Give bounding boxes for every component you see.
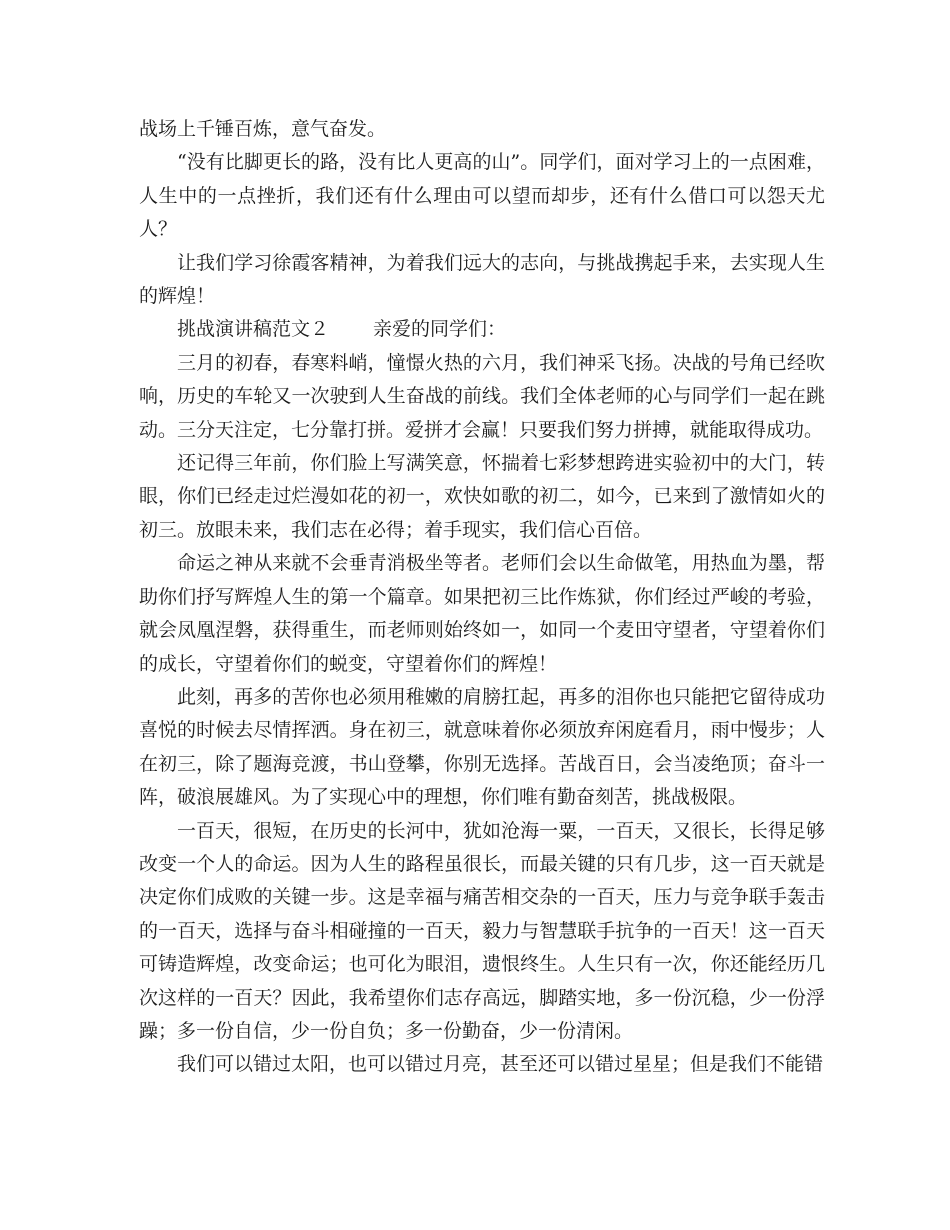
paragraph: 战场上千锤百炼，意气奋发。 <box>139 118 387 140</box>
paragraph: 我们可以错过太阳，也可以错过月亮，甚至还可以错过星星；但是我们不能错 <box>177 1053 824 1076</box>
paragraph: 三月的初春，春寒料峭，憧憬火热的六月，我们神采飞扬。决战的号角已经吹响，历史的车轮又一次驶到人生奋战的前线。我们全体老师的心与同学们一起在跳动。三分天注定，七分靠打拼。爱拼才会赢！只要我们努力拼搏，就能取得成功。 <box>139 351 825 441</box>
paragraph: “没有比脚更长的路，没有比人更高的山”。同学们，面对学习上的一点困难，人生中的一点挫折，我们还有什么理由可以望而却步，还有什么借口可以怨天尤人？ <box>139 151 825 241</box>
section-title: 挑战演讲稿范文２ <box>177 318 330 341</box>
paragraph: 还记得三年前，你们脸上写满笑意，怀揣着七彩梦想跨进实验初中的大门，转眼，你们已经走过烂漫如花的初一，欢快如歌的初二，如今，已来到了激情如火的初三。放眼未来，我们志在必得；着手现实，我们信心百倍。 <box>139 452 825 541</box>
document-body <box>139 113 825 1082</box>
section-heading-line <box>139 313 825 346</box>
paragraph: 让我们学习徐霞客精神，为着我们远大的志向，与挑战携起手来，去实现人生的辉煌！ <box>139 251 825 308</box>
paragraph: 一百天，很短，在历史的长河中，犹如沧海一粟，一百天，又很长，长得足够改变一个人的命运。因为人生的路程虽很长，而最关键的只有几步，这一百天就是决定你们成败的关键一步。这是幸福与痛苦相交杂的一百天，压力与竞争联手轰击的一百天，选择与奋斗相碰撞的一百天，毅力与智慧联手抗争的一百天！这一百天可铸造辉煌，改变命运；也可化为眼泪，遗恨终生。人生只有一次，你还能经历几次这样的一百天？因此，我希望你们志存高远，脚踏实地，多一份沉稳，少一份浮躁；多一份自信，少一份自负；多一份勤奋，少一份清闲。 <box>139 819 825 1042</box>
greeting: 亲爱的同学们： <box>373 318 507 341</box>
paragraph: 此刻，再多的苦你也必须用稚嫩的肩膀扛起，再多的泪你也只能把它留待成功喜悦的时候去尽情挥洒。身在初三，就意味着你必须放弃闲庭看月，雨中慢步；人在初三，除了题海竞渡，书山登攀，你别无选择。苦战百日，会当凌绝顶；奋斗一阵，破浪展雄风。为了实现心中的理想，你们唯有勤奋刻苦，挑战极限。 <box>139 685 825 809</box>
paragraph: 命运之神从来就不会垂青消极坐等者。老师们会以生命做笔，用热血为墨，帮助你们抒写辉煌人生的第一个篇章。如果把初三比作炼狱，你们经过严峻的考验，就会凤凰涅磐，获得重生，而老师则始终如一，如同一个麦田守望者，守望着你们的成长，守望着你们的蜕变，守望着你们的辉煌！ <box>139 552 825 675</box>
